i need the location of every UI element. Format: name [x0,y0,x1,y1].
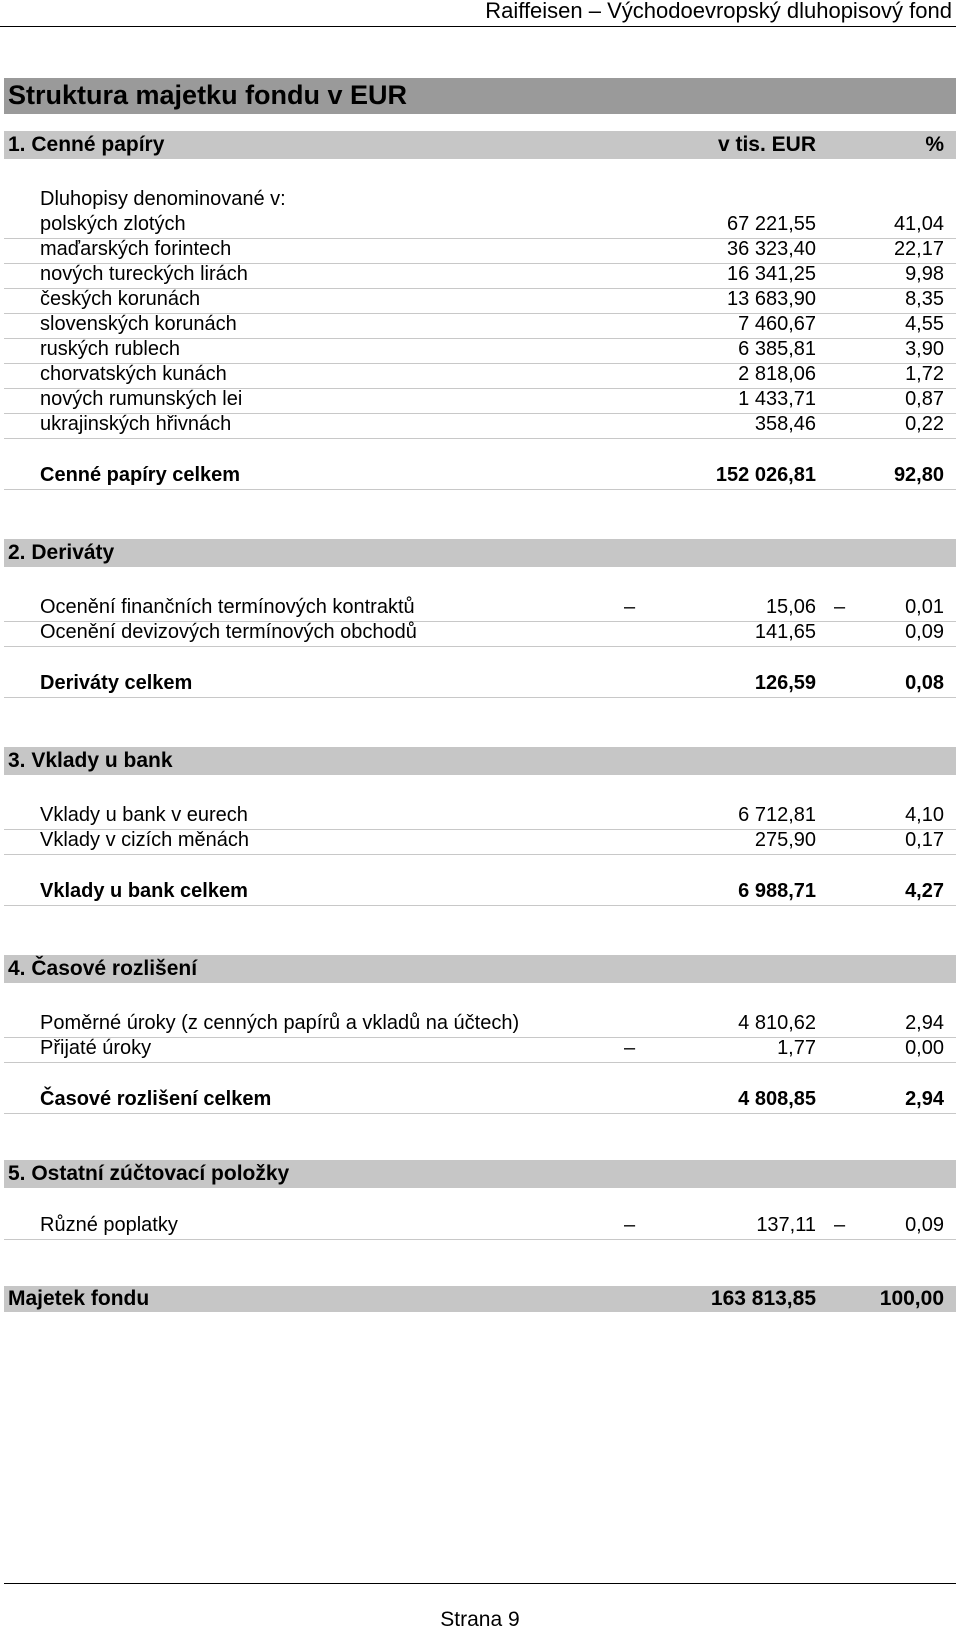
row-value: 2 818,06 [738,363,816,385]
grand-total-value: 163 813,85 [710,1287,816,1310]
table-row [4,804,956,830]
row-percent: 4,55 [905,313,944,335]
row-percent: 3,90 [905,338,944,360]
section-label: 4. Časové rozlišení [8,957,198,980]
total-percent: 4,27 [905,880,944,902]
table-row [4,413,956,439]
row-percent: 0,22 [905,413,944,435]
column-header-value: v tis. EUR [717,133,816,156]
row-label: maďarských forintech [40,238,232,260]
row-percent: 0,87 [905,388,944,410]
row-value: 4 810,62 [738,1012,816,1034]
table-row [4,263,956,289]
row-percent: 9,98 [905,263,944,285]
deposits-total-row [4,880,956,906]
row-value: 6 712,81 [738,804,816,826]
table-row [4,1037,956,1063]
negative-sign: – [834,1214,846,1236]
row-label: ruských rublech [40,338,181,360]
row-label: českých korunách [40,288,201,310]
row-label: nových tureckých lirách [40,263,248,285]
negative-sign: – [624,1037,636,1059]
table-row [4,363,956,389]
row-value: 16 341,25 [727,263,816,285]
section-label: 2. Deriváty [8,541,115,564]
row-label: Ocenění finančních termínových kontraktů [40,596,415,618]
row-label: Přijaté úroky [40,1037,152,1059]
total-label: Deriváty celkem [40,672,193,694]
row-label: slovenských korunách [40,313,237,335]
section-label: 1. Cenné papíry [8,133,165,156]
total-value: 6 988,71 [738,880,816,902]
table-row [4,313,956,339]
table-row [4,338,956,364]
row-value: 141,65 [754,621,816,643]
row-value: 137,11 [756,1214,816,1236]
footer-divider [4,1583,956,1584]
negative-sign: – [624,596,636,618]
row-value: 7 460,67 [738,313,816,335]
section-header-accruals [4,955,956,983]
row-value: 36 323,40 [727,238,816,260]
row-label: Různé poplatky [40,1214,178,1236]
row-label: Vklady u bank v eurech [40,804,248,826]
section-header-other-items [4,1160,956,1188]
row-label: Ocenění devizových termínových obchodů [40,621,417,643]
fund-assets-total [4,1286,956,1312]
table-row [4,829,956,855]
table-row [4,388,956,414]
table-row [4,596,956,622]
row-label: Poměrné úroky (z cenných papírů a vkladů na účtech) [40,1012,520,1034]
securities-total-row [4,464,956,490]
row-percent: 41,04 [893,213,944,235]
row-percent: 1,72 [905,363,944,385]
column-header-percent: % [925,133,944,156]
total-label: Vklady u bank celkem [40,880,248,902]
row-percent: 0,17 [905,829,944,851]
page-title-bar [4,78,956,114]
row-percent: 0,01 [905,596,944,618]
row-label: polských zlotých [40,213,186,235]
section-label: 3. Vklady u bank [8,749,173,772]
row-label: ukrajinských hřivnách [40,413,232,435]
page-header [0,0,956,27]
row-percent: 0,09 [905,1214,944,1236]
total-label: Časové rozlišení celkem [40,1088,272,1110]
total-percent: 92,80 [893,464,944,486]
total-value: 4 808,85 [738,1088,816,1110]
row-percent: 0,09 [905,621,944,643]
total-value: 152 026,81 [715,464,816,486]
section-header-securities [4,131,956,159]
row-label: chorvatských kunách [40,363,227,385]
row-percent: 8,35 [905,288,944,310]
table-row [4,288,956,314]
row-value: 275,90 [754,829,816,851]
table-row [4,213,956,239]
page-title: Struktura majetku fondu v EUR [8,80,408,110]
row-value: 1,77 [777,1037,816,1059]
accruals-total-row [4,1088,956,1114]
row-percent: 4,10 [905,804,944,826]
derivatives-total-row [4,672,956,698]
row-value: 13 683,90 [727,288,816,310]
total-label: Cenné papíry celkem [40,464,241,486]
section-header-deposits [4,747,956,775]
row-value: 67 221,55 [727,213,816,235]
section-header-derivatives [4,539,956,567]
row-percent: 22,17 [893,238,944,260]
table-row [4,1012,956,1038]
page-number: Strana 9 [440,1608,520,1631]
negative-sign: – [834,596,846,618]
row-label: Vklady v cizích měnách [40,829,249,851]
row-value: 358,46 [754,413,816,435]
table-row [4,238,956,264]
row-value: 15,06 [765,596,816,618]
fund-name: Raiffeisen – Východoevropský dluhopisový fond [485,0,952,23]
grand-total-percent: 100,00 [879,1287,944,1310]
negative-sign: – [624,1214,636,1236]
total-percent: 0,08 [905,672,944,694]
row-percent: 2,94 [905,1012,944,1034]
total-value: 126,59 [754,672,816,694]
row-value: 6 385,81 [738,338,816,360]
row-value: 1 433,71 [738,388,816,410]
section-label: 5. Ostatní zúčtovací položky [8,1162,290,1185]
table-row [4,621,956,647]
securities-intro: Dluhopisy denominované v: [40,188,286,210]
total-percent: 2,94 [905,1088,944,1110]
row-label: nových rumunských lei [40,388,243,410]
row-percent: 0,00 [905,1037,944,1059]
table-row [4,1214,956,1240]
grand-total-label: Majetek fondu [8,1287,150,1310]
